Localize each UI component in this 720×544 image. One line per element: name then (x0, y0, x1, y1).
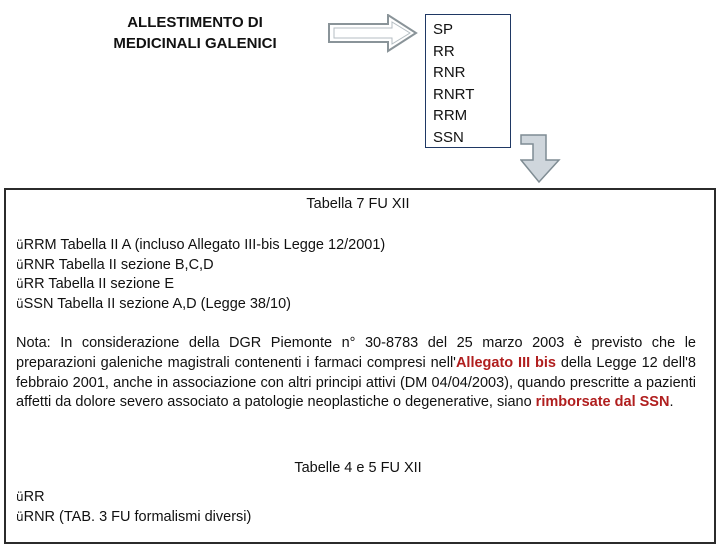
list-item (16, 508, 251, 528)
list-item (16, 275, 385, 295)
tabelle-4-5-list (16, 488, 251, 527)
note-highlight-allegato: Allegato III bis (455, 354, 556, 371)
title-line-1: ALLESTIMENTO DI (127, 14, 263, 31)
note-text: . (669, 394, 674, 411)
check-icon: ü (16, 296, 24, 311)
section-heading-tabella-7: Tabella 7 FU XII (306, 196, 410, 212)
item-text: Tabella II sezione B,C,D (55, 256, 214, 273)
list-item (16, 488, 251, 508)
item-text: Tabella II A (incluso Allegato III-bis Legge 12/2001) (56, 237, 386, 253)
code-item: RRM (433, 107, 468, 124)
list-item (16, 236, 385, 256)
item-code: SSN (23, 295, 54, 312)
list-item (16, 256, 385, 276)
item-code: RNR (23, 508, 56, 525)
item-code: RNR (23, 256, 56, 273)
code-item: RNR (433, 64, 466, 81)
check-icon: ü (16, 257, 24, 272)
page-title (60, 12, 330, 54)
item-code: RR (23, 489, 45, 505)
code-item: SSN (433, 128, 464, 146)
code-item: RR (433, 42, 455, 60)
code-item: SP (433, 21, 454, 38)
item-text: Tabella II sezione E (44, 276, 175, 292)
check-icon: ü (16, 238, 24, 252)
item-code: RRM (23, 237, 57, 253)
check-icon: ü (16, 490, 24, 504)
section-heading-tabelle-4-5: Tabelle 4 e 5 FU XII (294, 460, 422, 476)
list-item (16, 295, 385, 315)
arrow-down-icon (520, 134, 562, 184)
tabella-7-list (16, 236, 385, 314)
arrow-right-icon (328, 14, 418, 54)
check-icon: ü (16, 509, 24, 524)
note-paragraph (16, 334, 696, 413)
title-line-2: MEDICINALI GALENICI (113, 35, 277, 52)
codes-box (425, 14, 511, 148)
code-item: RNRT (433, 85, 475, 103)
item-text: (TAB. 3 FU formalismi diversi) (55, 508, 252, 525)
check-icon: ü (16, 277, 24, 291)
item-text: Tabella II sezione A,D (Legge 38/10) (53, 295, 291, 312)
item-code: RR (23, 276, 45, 292)
note-highlight-rimborsate: rimborsate dal SSN (535, 394, 670, 411)
note-text: della Legge 12 dell'8 febbraio 2001, anche in associazione con altri principi attivi (DM 04/04/2003), quando prescritte a pazienti affetti da dolore severo associato a patologie neoplastiche o degenerative, siano (16, 354, 696, 411)
note-text: Nota: In considerazione della DGR Piemonte n° 30-8783 del 25 marzo 2003 è previsto che le preparazioni galeniche magistrali contenenti i farmaci compresi nell' (16, 335, 696, 371)
